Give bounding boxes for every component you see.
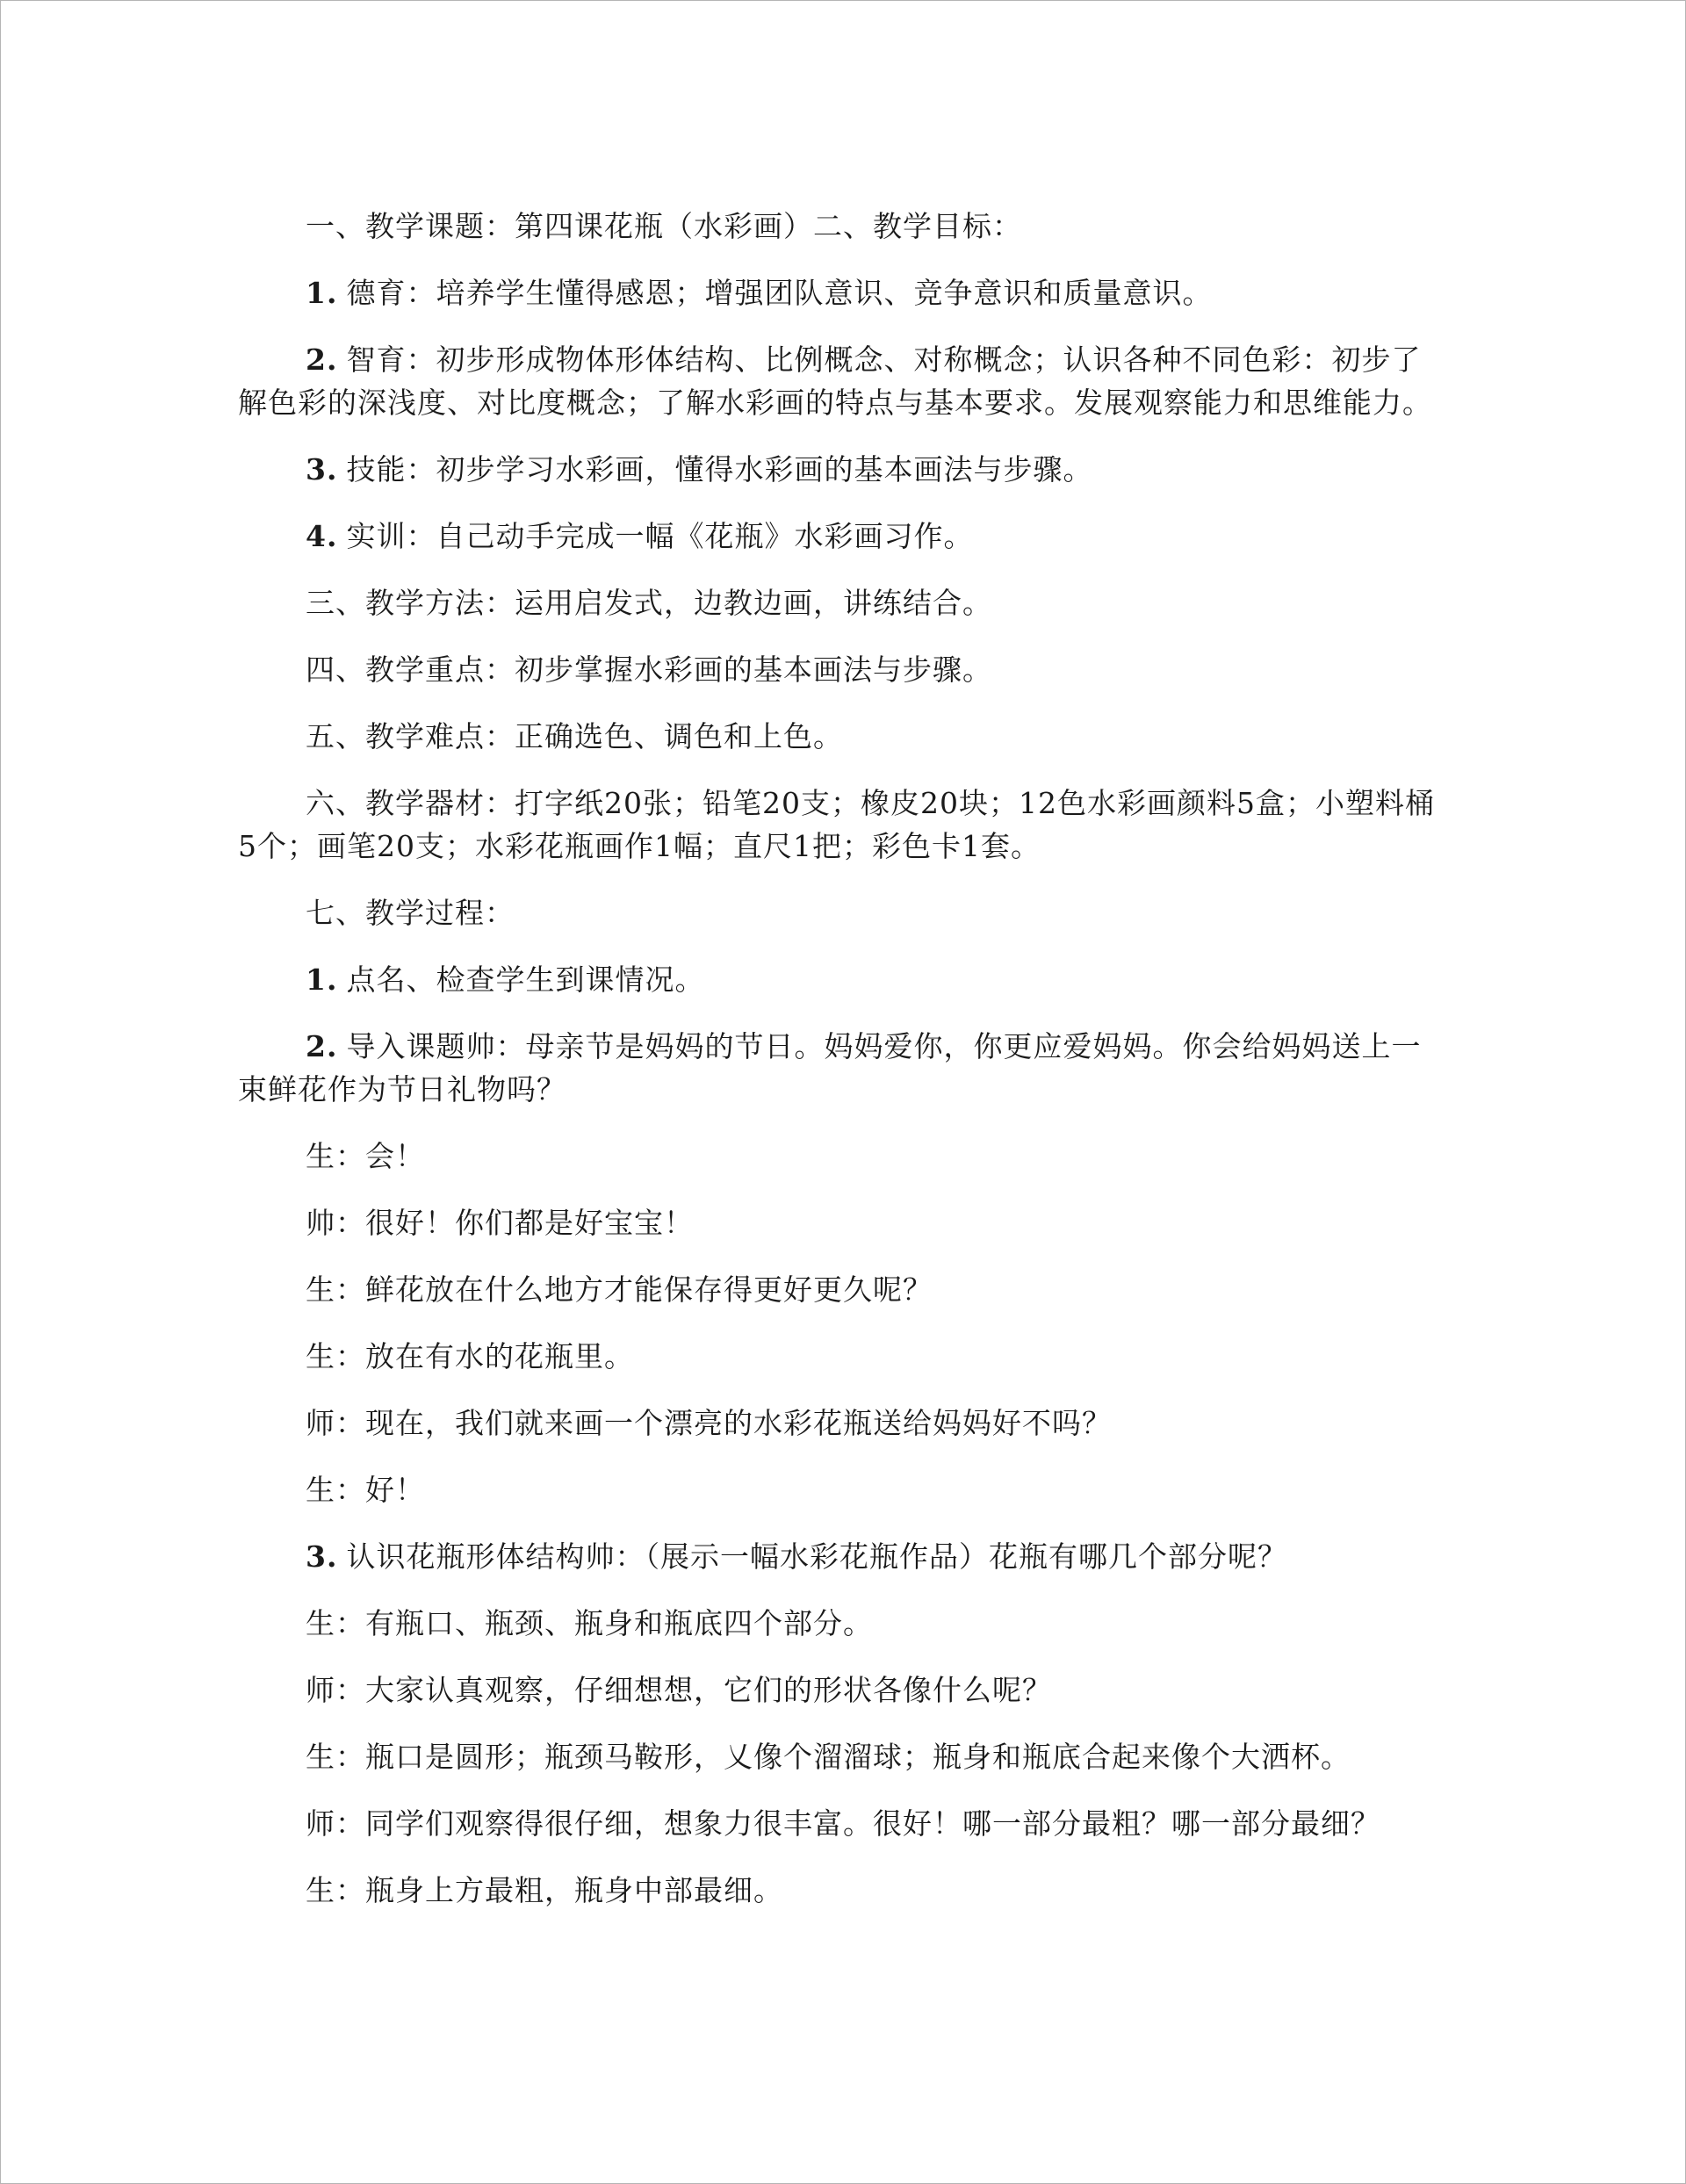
process-step-3 <box>238 1535 1441 1578</box>
para-text: 生：鲜花放在什么地方才能保存得更好更久呢？ <box>306 1272 933 1307</box>
goal-practice <box>238 515 1441 558</box>
para-text: 一、教学课题：第四课花瓶（水彩画）二、教学目标： <box>306 209 1022 243</box>
heading-method <box>238 581 1441 624</box>
para-text: 点名、检查学生到课情况。 <box>346 962 705 997</box>
dialogue-line <box>238 1602 1441 1645</box>
dialogue-line <box>238 1201 1441 1244</box>
para-text: 师：现在，我们就来画一个漂亮的水彩花瓶送给妈妈好不吗？ <box>306 1406 1112 1440</box>
dialogue-line <box>238 1735 1441 1778</box>
para-text: 导入课题帅：母亲节是妈妈的节日。妈妈爱你，你更应爱妈妈。你会给妈妈送上一束鲜花作为节日礼物吗？ <box>238 1029 1422 1106</box>
para-text: 帅：很好！你们都是好宝宝！ <box>306 1206 694 1240</box>
dialogue-line <box>238 1468 1441 1511</box>
dialogue-line <box>238 1869 1441 1912</box>
process-step-1 <box>238 958 1441 1001</box>
para-number: 2. <box>306 1029 338 1063</box>
para-number: 4. <box>306 519 338 553</box>
para-text: 生：会！ <box>306 1139 425 1173</box>
para-text: 认识花瓶形体结构帅：（展示一幅水彩花瓶作品）花瓶有哪几个部分呢？ <box>346 1539 1287 1574</box>
document-body <box>238 205 1441 1935</box>
para-text: 六、教学器材：打字纸20张；铅笔20支；橡皮20块；12色水彩画颜料5盒；小塑料桶5个；画笔20支；水彩花瓶画作1幅；直尺1把；彩色卡1套。 <box>238 786 1435 863</box>
para-text: 德育：培养学生懂得感恩；增强团队意识、竞争意识和质量意识。 <box>346 276 1213 310</box>
dialogue-line <box>238 1135 1441 1178</box>
para-text: 师：同学们观察得很仔细，想象力很丰富。很好！哪一部分最粗？哪一部分最细？ <box>306 1806 1380 1841</box>
dialogue-line <box>238 1402 1441 1445</box>
para-text: 智育：初步形成物体形体结构、比例概念、对称概念；认识各种不同色彩：初步了解色彩的深浅度、对比度概念；了解水彩画的特点与基本要求。发展观察能力和思维能力。 <box>238 342 1432 420</box>
para-text: 七、教学过程： <box>306 896 515 930</box>
dialogue-line <box>238 1802 1441 1845</box>
goal-intellect <box>238 338 1441 424</box>
para-text: 生：瓶口是圆形；瓶颈马鞍形，乂像个溜溜球；瓶身和瓶底合起来像个大洒杯。 <box>306 1740 1351 1774</box>
heading-topic <box>238 205 1441 248</box>
para-text: 生：有瓶口、瓶颈、瓶身和瓶底四个部分。 <box>306 1606 873 1640</box>
para-text: 五、教学难点：正确选色、调色和上色。 <box>306 719 843 753</box>
para-text: 生：好！ <box>306 1473 425 1507</box>
dialogue-line <box>238 1268 1441 1311</box>
para-number: 1. <box>306 276 338 310</box>
heading-difficulty <box>238 715 1441 758</box>
para-text: 师：大家认真观察，仔细想想，它们的形状各像什么呢？ <box>306 1673 1052 1707</box>
heading-process <box>238 891 1441 934</box>
para-text: 三、教学方法：运用启发式，边教边画，讲练结合。 <box>306 586 992 620</box>
goal-moral <box>238 271 1441 314</box>
para-number: 3. <box>306 1539 338 1574</box>
para-number: 1. <box>306 962 338 997</box>
para-number: 3. <box>306 452 338 487</box>
dialogue-line <box>238 1335 1441 1378</box>
para-text: 技能：初步学习水彩画，懂得水彩画的基本画法与步骤。 <box>346 452 1093 487</box>
goal-skill <box>238 448 1441 491</box>
para-text: 四、教学重点：初步掌握水彩画的基本画法与步骤。 <box>306 652 992 687</box>
para-text: 生：瓶身上方最粗，瓶身中部最细。 <box>306 1873 783 1907</box>
heading-key-point <box>238 648 1441 691</box>
para-text: 实训：自己动手完成一幅《花瓶》水彩画习作。 <box>346 519 974 553</box>
para-number: 2. <box>306 342 338 377</box>
para-text: 生：放在有水的花瓶里。 <box>306 1339 634 1373</box>
dialogue-line <box>238 1669 1441 1712</box>
process-step-2 <box>238 1025 1441 1111</box>
heading-materials <box>238 782 1441 868</box>
